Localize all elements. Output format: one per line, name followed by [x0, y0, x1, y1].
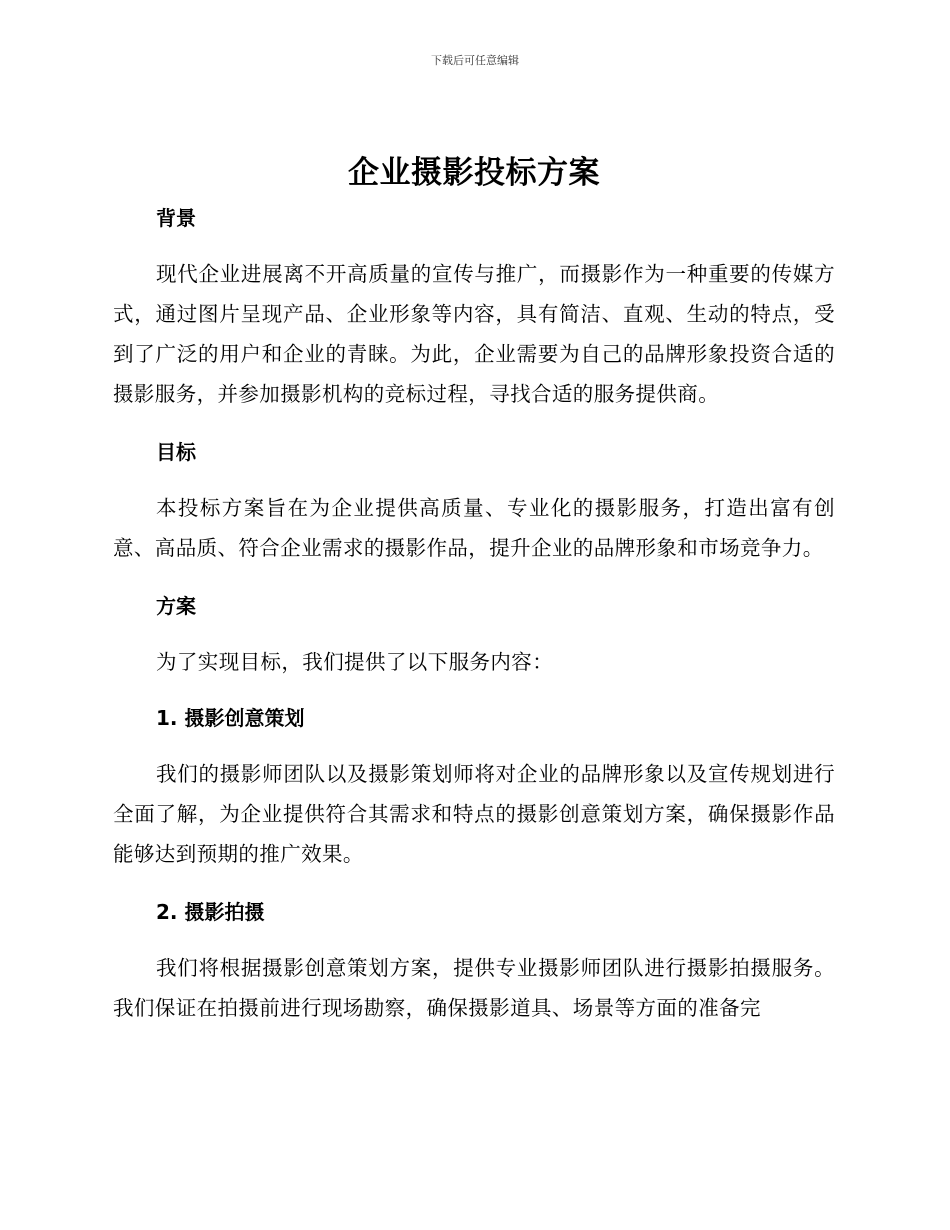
document-body: [113, 148, 835, 1028]
page-header: 下载后可任意编辑: [431, 54, 519, 67]
section-paragraph-goal: 本投标方案旨在为企业提供高质量、专业化的摄影服务，打造出富有创意、高品质、符合企业需求的摄影作品，提升企业的品牌形象和市场竞争力。: [113, 496, 835, 560]
section-paragraph-creative-planning: 我们的摄影师团队以及摄影策划师将对企业的品牌形象以及宣传规划进行全面了解，为企业提供符合其需求和特点的摄影创意策划方案，确保摄影作品能够达到预期的推广效果。: [113, 762, 835, 866]
section-heading-background: 背景: [156, 206, 196, 230]
section-heading-shooting: 2. 摄影拍摄: [156, 900, 265, 924]
section-heading-goal: 目标: [156, 440, 196, 464]
section-heading-plan: 方案: [156, 594, 196, 618]
section-paragraph-shooting: 我们将根据摄影创意策划方案，提供专业摄影师团队进行摄影拍摄服务。我们保证在拍摄前进行现场勘察，确保摄影道具、场景等方面的准备完: [113, 956, 835, 1020]
document-title: 企业摄影投标方案: [348, 155, 600, 191]
section-paragraph-plan: 为了实现目标，我们提供了以下服务内容：: [156, 650, 554, 674]
section-heading-creative-planning: 1. 摄影创意策划: [156, 706, 305, 730]
section-paragraph-background: 现代企业进展离不开高质量的宣传与推广，而摄影作为一种重要的传媒方式，通过图片呈现产品、企业形象等内容，具有简洁、直观、生动的特点，受到了广泛的用户和企业的青睐。为此，企业需要为自己的品牌形象投资合适的摄影服务，并参加摄影机构的竞标过程，寻找合适的服务提供商。: [113, 262, 835, 406]
